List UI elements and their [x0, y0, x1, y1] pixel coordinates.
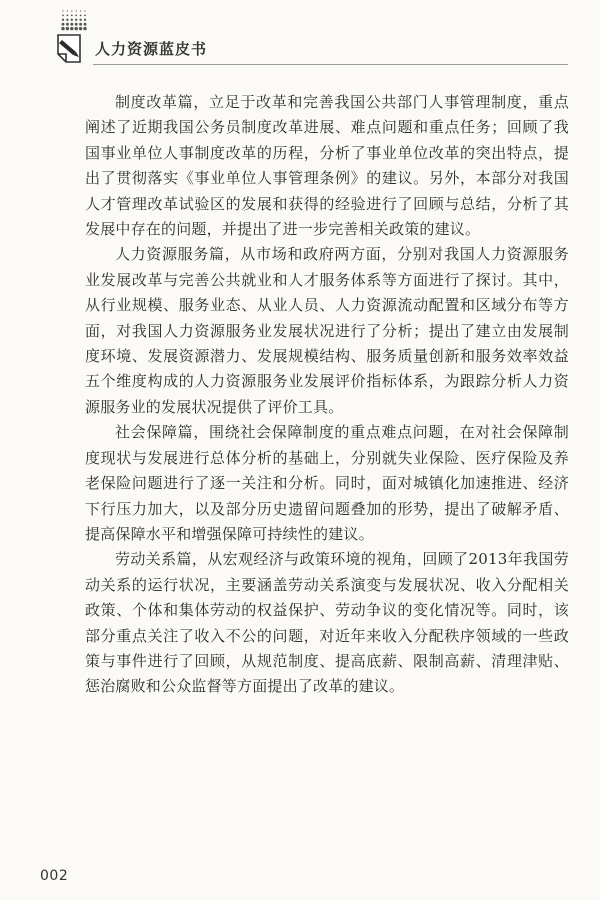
- paragraph-institutional-reform: 制度改革篇，立足于改革和完善我国公共部门人事管理制度，重点阐述了近期我国公务员制度改革进展、难点问题和重点任务；回顾了我国事业单位人事制度改革的历程，分析了事业单位改革的突出特点，提出了贯彻落实《事业单位人事管理条例》的建议。另外，本部分对我国人才管理改革试验区的发展和获得的经验进行了回顾与总结，分析了其发展中存在的问题，并提出了进一步完善相关政策的建议。: [85, 93, 569, 239]
- dot-grid-icon: [61, 9, 87, 31]
- paragraph-social-security: 社会保障篇，围绕社会保障制度的重点难点问题，在对社会保障制度现状与发展进行总体分析的基础上，分别就失业保险、医疗保险及养老保险问题进行了逐一关注和分析。同时，面对城镇化加速推进、经济下行压力加大，以及部分历史遗留问题叠加的形势，提出了破解矛盾、提高保障水平和增强保障可持续性的建议。: [85, 423, 569, 543]
- header-divider: [93, 64, 568, 65]
- running-header: [0, 0, 600, 80]
- page-number: 002: [40, 868, 69, 884]
- header-title: 人力资源蓝皮书: [95, 40, 208, 58]
- book-pencil-icon: [54, 32, 92, 66]
- body-text: [85, 90, 569, 700]
- paragraph-hr-services: 人力资源服务篇，从市场和政府两方面，分别对我国人力资源服务业发展改革与完善公共就业和人才服务体系等方面进行了探讨。其中，从行业规模、服务业态、从业人员、人力资源流动配置和区域分布等方面，对我国人力资源服务业发展状况进行了分析；提出了建立由发展制度环境、发展资源潜力、发展规模结构、服务质量创新和服务效率效益五个维度构成的人力资源服务业发展评价指标体系，为跟踪分析人力资源服务业的发展状况提供了评价工具。: [85, 245, 569, 416]
- paragraph-labor-relations: 劳动关系篇，从宏观经济与政策环境的视角，回顾了2013年我国劳动关系的运行状况，主要涵盖劳动关系演变与发展状况、收入分配相关政策、个体和集体劳动的权益保护、劳动争议的变化情况等。同时，该部分重点关注了收入不公的问题，对近年来收入分配秩序领域的一些政策与事件进行了回顾，从规范制度、提高底薪、限制高薪、清理津贴、惩治腐败和公众监督等方面提出了改革的建议。: [85, 550, 569, 696]
